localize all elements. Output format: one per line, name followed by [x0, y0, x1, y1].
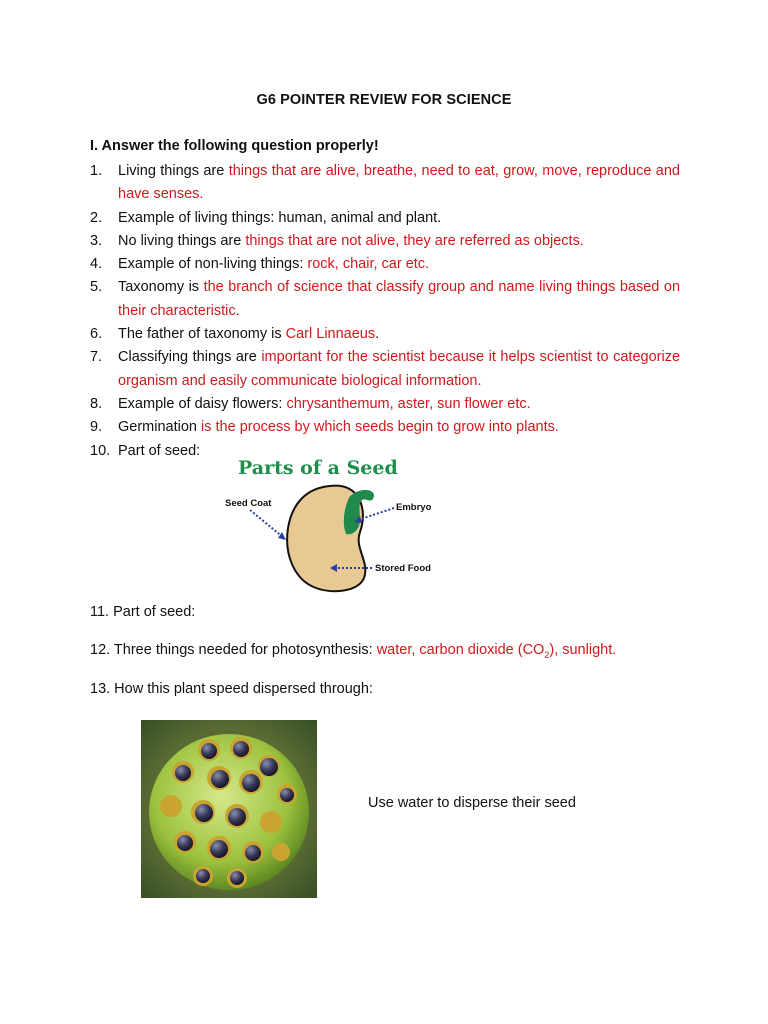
item-lead: The father of taxonomy is — [118, 326, 286, 343]
item-lead: Example of non-living things: — [118, 256, 308, 273]
item-lead: Germination — [118, 419, 202, 436]
item-lead: No living things are — [118, 232, 246, 249]
item-tail: . — [375, 326, 380, 343]
item-number: 9. — [90, 419, 103, 436]
item-answer: chrysanthemum, aster, sun flower etc. — [286, 395, 531, 412]
list-item — [90, 253, 680, 276]
item-number: 7. — [90, 349, 103, 366]
item-lead: 12. Three things needed for photosynthesis: — [90, 642, 377, 658]
item-number: 8. — [90, 395, 103, 412]
diagram-title: Parts of a Seed — [238, 457, 398, 479]
item-number: 6. — [90, 326, 103, 343]
list-item — [90, 160, 680, 207]
item-lead: Example of daisy flowers: — [118, 395, 287, 412]
item-answer: important for the scientist because it helps scientist to categorize organism and easily communicate biological information. — [118, 349, 681, 389]
label-embryo: Embryo — [396, 502, 432, 513]
item-number: 3. — [90, 232, 103, 249]
item-lead: Classifying things are — [118, 349, 262, 366]
item-answer: things that are alive, breathe, need to eat, grow, move, reproduce and have senses. — [118, 163, 681, 203]
item-answer: Carl Linnaeus — [285, 326, 376, 343]
item-13: 13. How this plant speed dispersed through: — [90, 681, 373, 697]
list-item — [90, 416, 680, 439]
item-lead: Living things are — [118, 163, 229, 179]
item-number: 4. — [90, 256, 103, 273]
item-11: 11. Part of seed: — [90, 604, 196, 620]
list-item — [90, 393, 680, 416]
page-title: G6 POINTER REVIEW FOR SCIENCE — [256, 92, 512, 108]
lotus-seed-pod-image — [141, 720, 317, 898]
item-number: 5. — [90, 279, 103, 296]
question-list — [90, 160, 680, 463]
seed-diagram — [220, 452, 450, 600]
item-answer: is the process by which seeds begin to grow into plants. — [201, 419, 559, 436]
item-number: 1. — [90, 163, 103, 179]
item-answer: things that are not alive, they are referred as objects. — [245, 232, 584, 249]
coat-arrow — [250, 510, 284, 538]
list-item — [90, 207, 680, 230]
label-stored-food: Stored Food — [375, 563, 431, 574]
item-lead: Taxonomy is — [118, 279, 204, 296]
label-seed-coat: Seed Coat — [225, 498, 272, 509]
section-instruction: I. Answer the following question properly! — [90, 138, 379, 154]
item-lead: Part of seed: — [118, 442, 201, 459]
list-item — [90, 346, 680, 393]
item-answer: water, carbon dioxide $(CO_2)$, sunlight. — [376, 642, 617, 660]
list-item — [90, 276, 680, 323]
item-answer: rock, chair, car etc. — [307, 256, 430, 273]
item-answer: the branch of science that classify group and name living things based on their characteristic. — [118, 279, 681, 319]
list-item — [90, 230, 680, 253]
item-number: 2. — [90, 209, 103, 226]
item-number: 10. — [90, 442, 111, 459]
dispersal-answer: Use water to disperse their seed — [368, 795, 576, 811]
item-lead: Example of living things: human, animal and plant. — [118, 209, 442, 226]
item-12 — [90, 642, 616, 660]
list-item — [90, 323, 680, 346]
